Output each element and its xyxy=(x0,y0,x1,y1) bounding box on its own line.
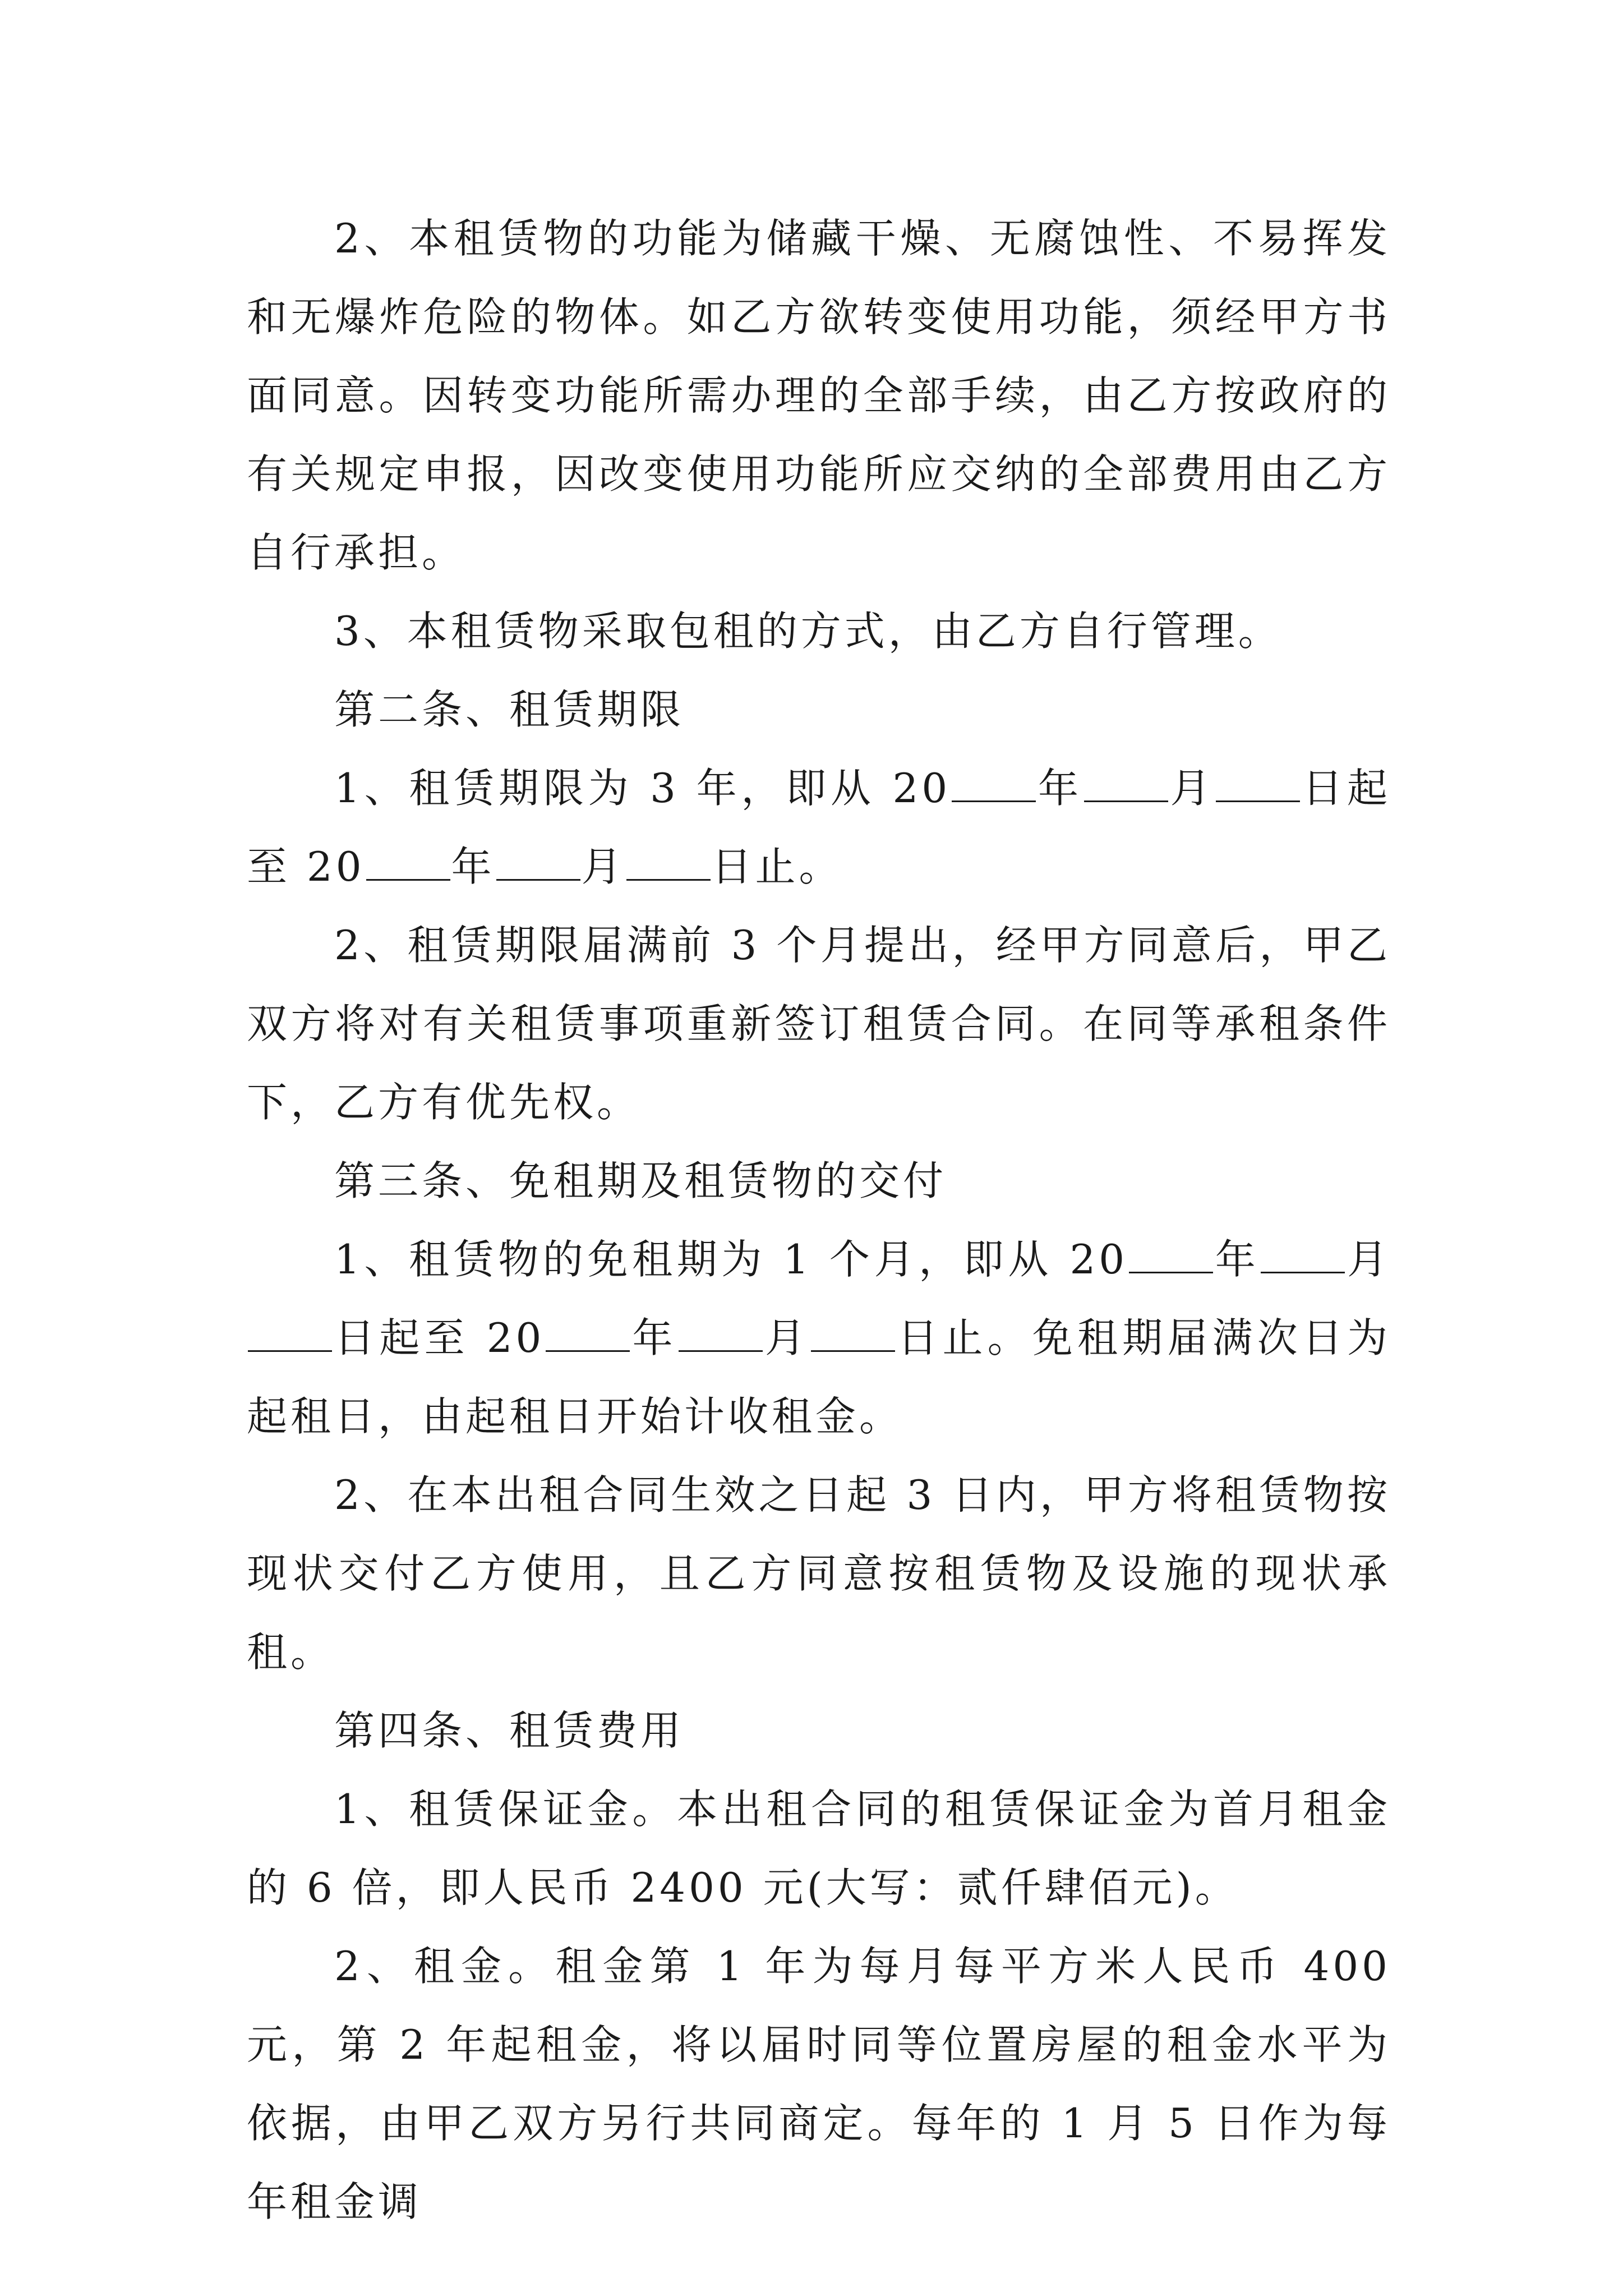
rent-free-text-1: 1、租赁物的免租期为 1 个月，即从 20 xyxy=(334,1236,1128,1283)
fill-blank-free-end-day[interactable] xyxy=(811,1310,895,1352)
clause-3-lease-method: 3、本租赁物采取包租的方式，由乙方自行管理。 xyxy=(334,608,1282,655)
lease-term-text-6: 月 xyxy=(581,843,625,890)
fill-blank-end-year[interactable] xyxy=(366,839,450,881)
clause-deposit: 1、租赁保证金。本出租合同的租赁保证金为首月租金的 6 倍，即人民币 2400 元(大写：贰仟肆佰元)。 xyxy=(247,1786,1391,1911)
clause-rent: 2、租金。租金第 1 年为每月每平方米人民币 400 元，第 2 年起租金，将以届时同等位置房屋的租金水平为依据，由甲乙双方另行共同商定。每年的 1 月 5 日作为每年租金调 xyxy=(247,1943,1391,2225)
fill-blank-start-year[interactable] xyxy=(952,760,1036,802)
article-4-heading: 第四条、租赁费用 xyxy=(334,1707,685,1754)
lease-term-text-1: 1、租赁期限为 3 年，即从 20 xyxy=(334,765,951,812)
rent-free-text-4: 日起至 20 xyxy=(333,1314,545,1361)
fill-blank-end-month[interactable] xyxy=(496,839,580,881)
fill-blank-free-end-year[interactable] xyxy=(546,1310,630,1352)
fill-blank-free-start-year[interactable] xyxy=(1129,1231,1213,1273)
clause-rent-free-period xyxy=(247,1220,1391,1456)
fill-blank-free-start-month[interactable] xyxy=(1261,1231,1345,1273)
lease-term-text-5: 年 xyxy=(451,843,495,890)
rent-free-text-7: 日止。免租期届满次日为起租日，由起租日开始计收租金。 xyxy=(247,1314,1391,1440)
clause-renewal: 2、租赁期限届满前 3 个月提出，经甲方同意后，甲乙双方将对有关租赁事项重新签订租赁合同。在同等承租条件下，乙方有优先权。 xyxy=(247,922,1391,1126)
contract-text-body xyxy=(247,199,1391,2241)
article-2-heading: 第二条、租赁期限 xyxy=(334,686,685,733)
lease-term-text-3: 月 xyxy=(1169,765,1215,812)
lease-term-text-4: 日起至 20 xyxy=(247,765,1391,890)
clause-delivery: 2、在本出租合同生效之日起 3 日内，甲方将租赁物按现状交付乙方使用，且乙方同意按租赁物及设施的现状承租。 xyxy=(247,1471,1391,1676)
rent-free-text-3: 月 xyxy=(1346,1236,1391,1283)
rent-free-text-2: 年 xyxy=(1214,1236,1260,1283)
lease-term-text-7: 日止。 xyxy=(711,843,843,890)
fill-blank-start-month[interactable] xyxy=(1084,760,1168,802)
rent-free-text-5: 年 xyxy=(631,1314,677,1361)
fill-blank-free-start-day[interactable] xyxy=(248,1310,332,1352)
clause-2-usage-function: 2、本租赁物的功能为储藏干燥、无腐蚀性、不易挥发和无爆炸危险的物体。如乙方欲转变使用功能，须经甲方书面同意。因转变功能所需办理的全部手续，由乙方按政府的有关规定申报，因改变使用功能所应交纳的全部费用由乙方自行承担。 xyxy=(247,215,1391,576)
fill-blank-start-day[interactable] xyxy=(1216,760,1300,802)
lease-term-text-2: 年 xyxy=(1037,765,1083,812)
article-3-heading: 第三条、免租期及租赁物的交付 xyxy=(334,1157,947,1204)
fill-blank-free-end-month[interactable] xyxy=(679,1310,763,1352)
fill-blank-end-day[interactable] xyxy=(626,839,711,881)
rent-free-text-6: 月 xyxy=(763,1314,810,1361)
clause-lease-term xyxy=(247,749,1391,906)
